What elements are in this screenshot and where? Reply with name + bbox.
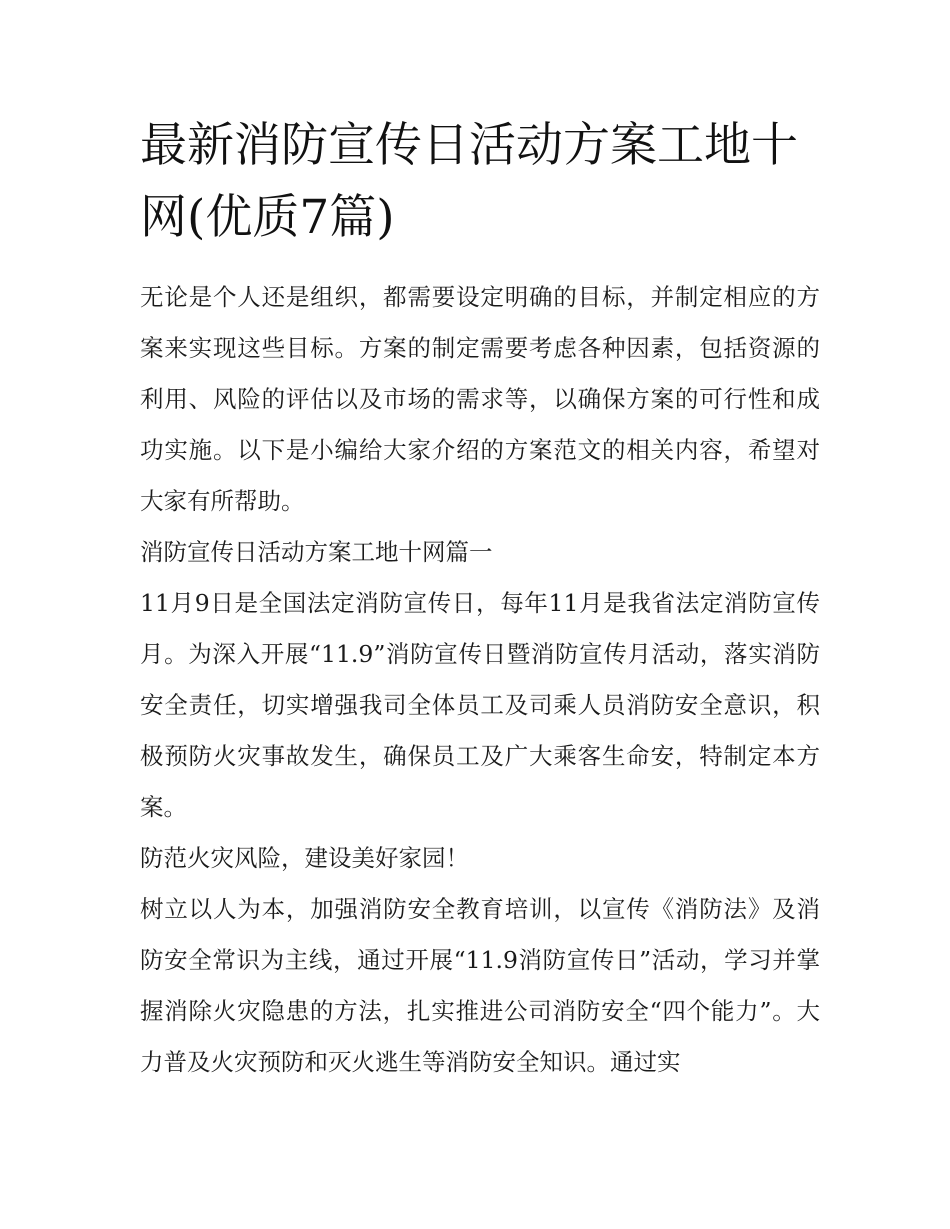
section-heading: 消防宣传日活动方案工地十网篇一 — [140, 538, 493, 566]
body-paragraph: 11月9日是全国法定消防宣传日，每年11月是我省法定消防宣传月。为深入开展“11.9”消防宣传日暨消防宣传月活动，落实消防安全责任，切实增强我司全体员工及司乘人员消防安全意识，积极预防火灾事故发生，确保员工及广大乘客生命安，特制定本方案。 — [140, 589, 820, 821]
body-paragraph: 树立以人为本，加强消防安全教育培训，以宣传《消防法》及消防安全常识为主线，通过开展“11.9消防宣传日”活动，学习并掌握消除火灾隐患的方法，扎实推进公司消防安全“四个能力”。大力普及火灾预防和灭火逃生等消防安全知识。通过实 — [140, 895, 820, 1076]
document-title: 最新消防宣传日活动方案工地十网(优质7篇) — [140, 118, 798, 245]
slogan-paragraph: 防范火灾风险，建设美好家园！ — [140, 844, 469, 872]
intro-paragraph: 无论是个人还是组织，都需要设定明确的目标，并制定相应的方案来实现这些目标。方案的制定需要考虑各种因素，包括资源的利用、风险的评估以及市场的需求等，以确保方案的可行性和成功实施。以下是小编给大家介绍的方案范文的相关内容，希望对大家有所帮助。 — [140, 283, 820, 515]
document-body — [140, 110, 820, 1088]
